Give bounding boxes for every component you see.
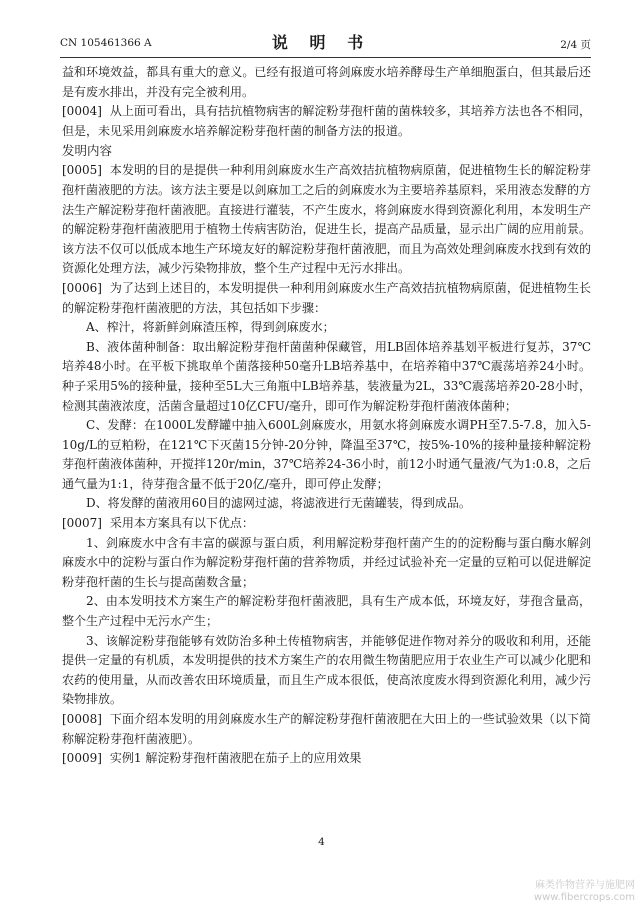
paragraph-text: 实例1 解淀粉芽孢杆菌液肥在茄子上的应用效果	[109, 751, 362, 766]
paragraph-0006	[62, 279, 591, 318]
doc-title: 说 明 书	[271, 33, 372, 52]
document-body	[62, 63, 591, 769]
paragraph-0008	[62, 710, 591, 749]
page-header	[52, 30, 591, 56]
watermark-line-1: 麻类作物营养与施肥网	[535, 880, 635, 891]
paragraph-number: [0006]	[62, 280, 102, 295]
paragraph-0004	[62, 102, 591, 141]
paragraph-number: [0007]	[62, 516, 102, 531]
watermark	[534, 880, 635, 904]
intro-paragraph: 益和环境效益，都具有重大的意义。已经有报道可将剑麻废水培养酵母生产单细胞蛋白，但其最后还是有废水排出，并没有完全被利用。	[62, 65, 591, 99]
paragraph-number: [0008]	[62, 712, 102, 726]
page-info: 2/4 页	[560, 39, 591, 51]
paragraph-text: 本发明的目的是提供一种利用剑麻废水生产高效拮抗植物病原菌，促进植物生长的解淀粉芽孢杆菌液肥的方法。该方法主要是以剑麻加工之后的剑麻废水为主要培养基原料，采用液态发酵的方法生产解淀粉芽孢杆菌液肥。直接进行灌装，不产生废水，将剑麻废水得到资源化利用，本发明生产的解淀粉芽孢杆菌液肥用于植物土传病害防治，促进生长，提高产品质量，显示出广阔的应用前景。该方法不仅可以低成本地生产环境友好的解淀粉芽孢杆菌液肥，而且为高效处理剑麻废水找到有效的资源化处理方法，减少污染物排放，整个生产过程中无污水排出。	[62, 163, 591, 276]
advantage-3: 3、该解淀粉芽孢能够有效防治多种土传植物病害，并能够促进作物对养分的吸收和利用，还能提供一定量的有机质，本发明提供的技术方案生产的农用微生物菌肥应用于农业生产可以减少化肥和农药的使用量，从而改善农田环境质量，而且生产成本很低，使高浓度废水得到资源化利用，减少污染物排放。	[62, 633, 591, 707]
paragraph-text: 采用本方案具有以下优点：	[109, 516, 254, 531]
section-title: 发明内容	[62, 143, 113, 159]
paragraph-0009	[62, 749, 591, 769]
advantage-1: 1、剑麻废水中含有丰富的碳源与蛋白质，利用解淀粉芽孢杆菌产生的的淀粉酶与蛋白酶水解剑麻废水中的淀粉与蛋白作为解淀粉芽孢杆菌的营养物质，并经过试验补充一定量的豆粕可以促进解淀粉芽孢杆菌的生长与提高菌数含量；	[62, 535, 591, 589]
paragraph-number: [0004]	[62, 104, 102, 119]
doc-number: CN 105461366 A	[60, 37, 152, 49]
step-b: B、液体菌种制备：取出解淀粉芽孢杆菌菌种保藏管，用LB固体培养基划平板进行复苏，37℃培养48小时。在平板下挑取单个菌落接种50毫升LB培养基中，在培养箱中37℃震荡培养24小时。种子采用5%的接种量，接种至5L大三角瓶中LB培养基，装液量为2L，33℃震荡培养20-28小时，检测其菌液浓度，活菌含量超过10亿CFU/毫升，即可作为解淀粉芽孢杆菌液体菌种；	[62, 339, 591, 413]
step-d: D、将发酵的菌液用60目的滤网过滤，将滤液进行无菌罐装，得到成品。	[86, 496, 471, 511]
page-number: 4	[318, 836, 325, 848]
header-rule	[60, 57, 591, 58]
paragraph-text: 为了达到上述目的，本发明提供一种利用剑麻废水生产高效拮抗植物病原菌，促进植物生长的解淀粉芽孢杆菌液肥的方法，其包括如下步骤：	[62, 280, 591, 315]
paragraph-0005	[62, 161, 591, 279]
watermark-line-2: www.fibercrops.com	[533, 892, 635, 903]
advantage-2: 2、由本发明技术方案生产的解淀粉芽孢杆菌液肥，具有生产成本低，环境友好，芽孢含量高，整个生产过程中无污水产生；	[62, 594, 591, 629]
paragraph-number: [0005]	[62, 163, 102, 178]
step-a: A、榨汁，将新鲜剑麻渣压榨，得到剑麻废水；	[86, 320, 335, 335]
paragraph-text: 下面介绍本发明的用剑麻废水生产的解淀粉芽孢杆菌液肥在大田上的一些试验效果（以下简称解淀粉芽孢杆菌液肥）。	[62, 712, 591, 746]
paragraph-text: 从上面可看出，具有拮抗植物病害的解淀粉芽孢杆菌的菌株较多，其培养方法也各不相同，但是，未见采用剑麻废水培养解淀粉芽孢杆菌的制备方法的报道。	[62, 104, 591, 138]
paragraph-number: [0009]	[62, 751, 102, 766]
paragraph-0007	[62, 514, 591, 534]
step-c: C、发酵：在1000L发酵罐中抽入600L剑麻废水，用氨水将剑麻废水调PH至7.5-7.8，加入5-10g/L的豆粕粉，在121℃下灭菌15分钟-20分钟，降温至37℃，按5%-10%的接种量接种解淀粉芽孢杆菌液体菌种，开搅拌120r/min，37℃培养24-36小时，前12小时通气量液/气为1:0.8，之后通气量为1:1，待芽孢含量不低于20亿/毫升，即可停止发酵；	[62, 418, 591, 491]
